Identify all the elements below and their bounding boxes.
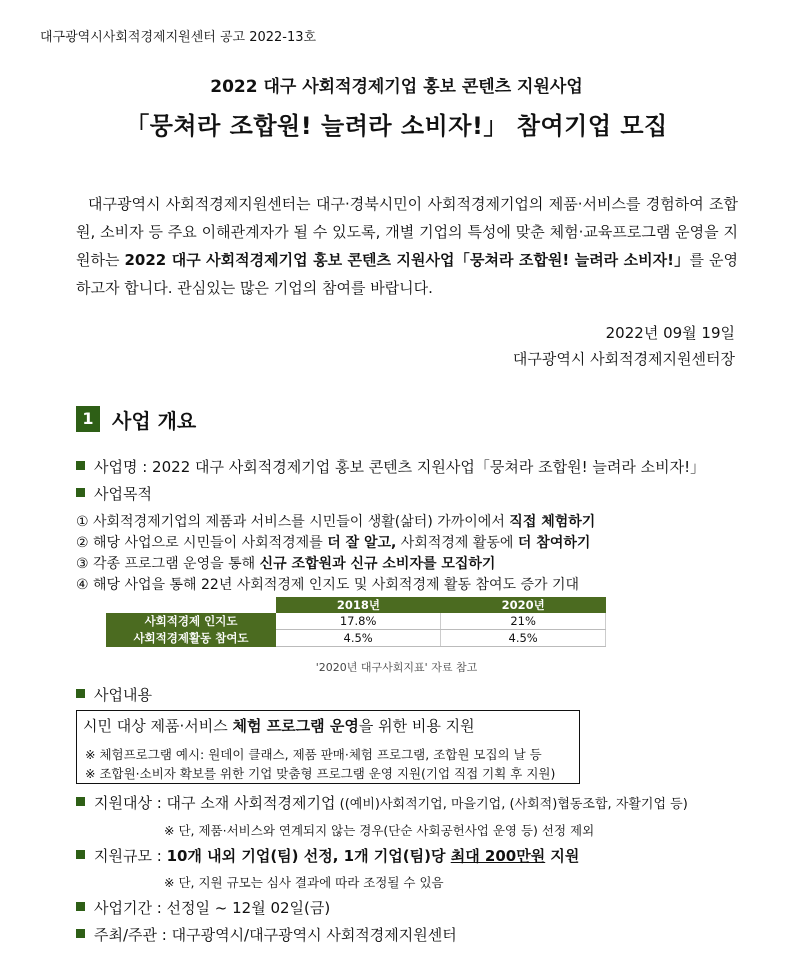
- table-row: [106, 630, 606, 647]
- title-line-1: 2022 대구 사회적경제기업 홍보 콘텐츠 지원사업: [210, 77, 583, 97]
- table-corner: [106, 597, 276, 613]
- intro-text-1: 대구광역시 사회적경제지원센터는 대구·경북시민이 사회적경제기업의 제품·서비스를 경험하여 조합원, 소비자 등 주요 이해관계자가 될 수 있도록, 개별 기업의 특성에 맞춘 체험·교육프로그램 운영을 지원하는: [76, 195, 738, 269]
- cell-value: 21%: [441, 613, 606, 630]
- square-bullet-icon: [76, 902, 85, 911]
- square-bullet-icon: [76, 929, 85, 938]
- period-item: [76, 897, 330, 918]
- intro-paragraph: [76, 190, 738, 302]
- row-label: 사회적경제 인지도: [106, 613, 276, 630]
- row-label: 사회적경제활동 참여도: [106, 630, 276, 647]
- title-line-2: 「뭉쳐라 조합원! 늘려라 소비자!」 참여기업 모집: [125, 112, 668, 140]
- project-name-item: [76, 456, 705, 477]
- section-number: 1: [76, 406, 100, 432]
- target-item: [76, 792, 688, 813]
- cell-value: 17.8%: [276, 613, 441, 630]
- section-title: 사업 개요: [112, 409, 197, 433]
- project-name-text: 사업명 : 2022 대구 사회적경제기업 홍보 콘텐츠 지원사업「뭉쳐라 조합원! 늘려라 소비자!」: [94, 458, 706, 476]
- scale-item: [76, 845, 579, 866]
- purpose-item-2: ② 해당 사업으로 시민들이 사회적경제를 더 잘 알고, 사회적경제 활동에 더 참여하기: [76, 535, 591, 551]
- cell-value: 4.5%: [276, 630, 441, 647]
- content-box: [76, 710, 580, 784]
- purpose-label: 사업목적: [94, 485, 152, 503]
- period-text: 사업기간 : 선정일 ~ 12월 02일(금): [94, 899, 331, 917]
- table-row: [106, 613, 606, 630]
- scale-bold: 10개 내외 기업(팀) 선정, 1개 기업(팀)당: [166, 847, 451, 865]
- square-bullet-icon: [76, 850, 85, 859]
- scale-label: 지원규모 :: [94, 847, 167, 865]
- scale-bold-2: 지원: [545, 847, 580, 865]
- table-source-note: '2020년 대구사회지표' 자료 참고: [315, 661, 478, 674]
- table-header-2018: 2018년: [276, 597, 441, 613]
- table-header-2020: 2020년: [441, 597, 606, 613]
- content-label: 사업내용: [94, 686, 152, 704]
- square-bullet-icon: [76, 797, 85, 806]
- content-box-example-1: ※ 체험프로그램 예시: 원데이 클래스, 제품 판매·체험 프로그램, 조합원 모집의 날 등: [85, 747, 542, 762]
- stats-table: [106, 597, 606, 647]
- purpose-item-3: ③ 각종 프로그램 운영을 통해 신규 조합원과 신규 소비자를 모집하기: [76, 556, 496, 572]
- purpose-item-4: ④ 해당 사업을 통해 22년 사회적경제 인지도 및 사회적경제 활동 참여도 증가 기대: [76, 577, 580, 593]
- square-bullet-icon: [76, 488, 85, 497]
- content-label-item: [76, 684, 152, 705]
- purpose-label-item: [76, 483, 152, 504]
- issuer-name: 대구광역시 사회적경제지원센터장: [512, 350, 735, 368]
- host-item: [76, 924, 457, 945]
- notice-number: 대구광역시사회적경제지원센터 공고 2022-13호: [40, 30, 317, 45]
- cell-value: 4.5%: [441, 630, 606, 647]
- purpose-item-1: ① 사회적경제기업의 제품과 서비스를 시민들이 생활(삶터) 가까이에서 직접 체험하기: [76, 514, 596, 530]
- square-bullet-icon: [76, 461, 85, 470]
- target-detail: ((예비)사회적기업, 마을기업, (사회적)협동조합, 자활기업 등): [335, 797, 688, 812]
- intro-text-2: 를 운영하고자 합니다. 관심있는 많은 기업의 참여를 바랍니다.: [76, 251, 738, 297]
- host-text: 주최/주관 : 대구광역시/대구광역시 사회적경제지원센터: [94, 926, 457, 944]
- target-label: 지원대상 : 대구 소재 사회적경제기업: [94, 794, 336, 812]
- scale-note: ※ 단, 지원 규모는 심사 결과에 따라 조정될 수 있음: [164, 875, 444, 890]
- announcement-date: 2022년 09월 19일: [605, 324, 735, 342]
- target-note: ※ 단, 제품·서비스와 연계되지 않는 경우(단순 사회공헌사업 운영 등) 선정 제외: [164, 823, 595, 838]
- square-bullet-icon: [76, 689, 85, 698]
- scale-amount: 최대 200만원: [450, 847, 546, 865]
- intro-text-bold: 2022 대구 사회적경제기업 홍보 콘텐츠 지원사업「뭉쳐라 조합원! 늘려라 소비자!」: [124, 251, 690, 269]
- content-box-example-2: ※ 조합원·소비자 확보를 위한 기업 맞춤형 프로그램 운영 지원(기업 직접 기획 후 지원): [85, 766, 556, 781]
- content-box-main: 시민 대상 제품·서비스 체험 프로그램 운영을 위한 비용 지원: [83, 717, 475, 735]
